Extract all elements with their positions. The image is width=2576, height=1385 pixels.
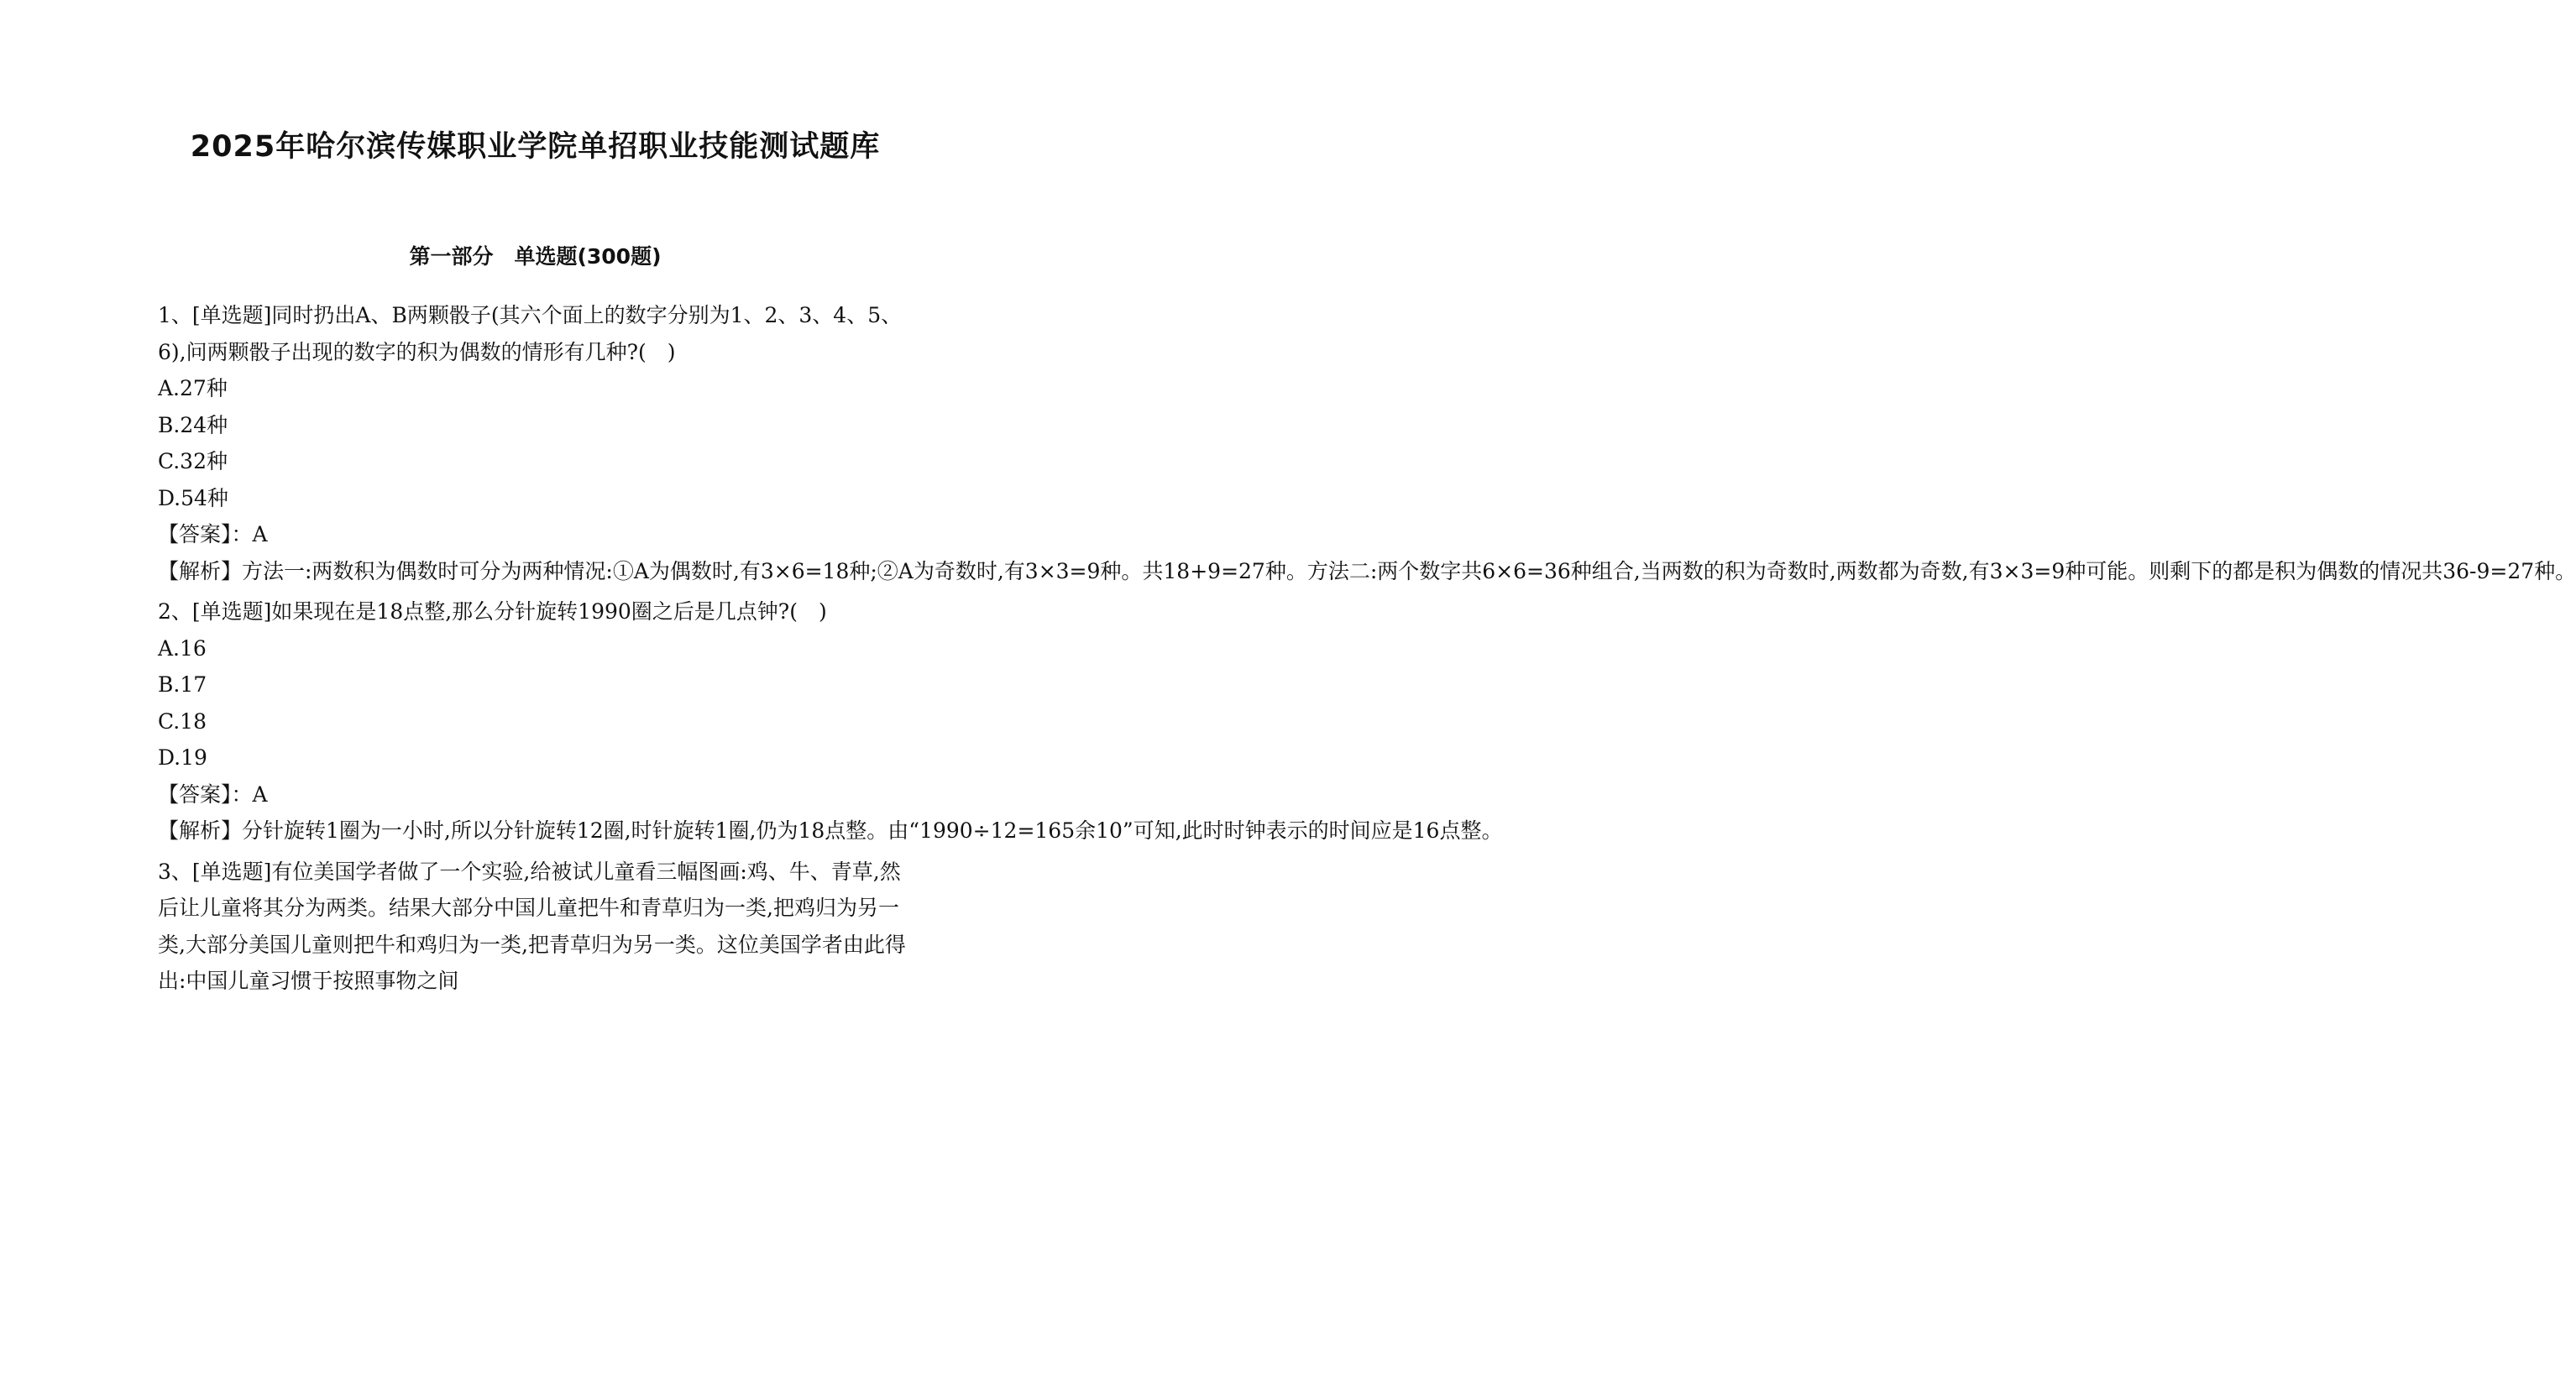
- option-a: A.27种: [158, 376, 228, 400]
- question-list: [158, 297, 2576, 1004]
- option-d: D.54种: [158, 485, 228, 510]
- analysis-text: 【解析】方法一:两数积为偶数时可分为两种情况:①A为偶数时,有3×6=18种;②A为奇数时,有3×3=9种。共18+9=27种。方法二:两个数字共6×6=36种组合,当两数的积为奇数时,两数都为奇数,有3×3=9种可能。则剩下的都是积为偶数的情况共36-9=27种。: [158, 558, 2576, 583]
- option-d: D.19: [158, 745, 207, 770]
- question-stem: 2、[单选题]如果现在是18点整,那么分针旋转1990圈之后是几点钟?( ): [158, 599, 827, 624]
- question-3: [158, 854, 914, 1000]
- document-title: 2025年哈尔滨传媒职业学院单招职业技能测试题库: [190, 130, 881, 164]
- answer-line: 【答案】：A: [158, 781, 268, 807]
- answer-line: 【答案】：A: [158, 522, 268, 546]
- option-c: C.32种: [158, 449, 228, 473]
- section-title: 第一部分 单选题(300题): [409, 244, 662, 269]
- option-b: B.24种: [158, 412, 228, 437]
- option-a: A.16: [158, 635, 207, 661]
- question-2: [158, 593, 1503, 849]
- question-stem: 1、[单选题]同时扔出A、B两颗骰子(其六个面上的数字分别为1、2、3、4、5、6),问两颗骰子出现的数字的积为偶数的情形有几种?( ): [158, 303, 903, 364]
- option-c: C.18: [158, 708, 207, 734]
- question-1: [158, 297, 2576, 589]
- question-stem: 3、[单选题]有位美国学者做了一个实验,给被试儿童看三幅图画:鸡、牛、青草,然后让儿童将其分为两类。结果大部分中国儿童把牛和青草归为一类,把鸡归为另一类,大部分美国儿童则把牛和鸡归为一类,把青草归为另一类。这位美国学者由此得出:中国儿童习惯于按照事物之间: [158, 859, 906, 993]
- analysis-text: 【解析】分针旋转1圈为一小时,所以分针旋转12圈,时针旋转1圈,仍为18点整。由“1990÷12=165余10”可知,此时时钟表示的时间应是16点整。: [158, 818, 1503, 843]
- option-b: B.17: [158, 672, 207, 697]
